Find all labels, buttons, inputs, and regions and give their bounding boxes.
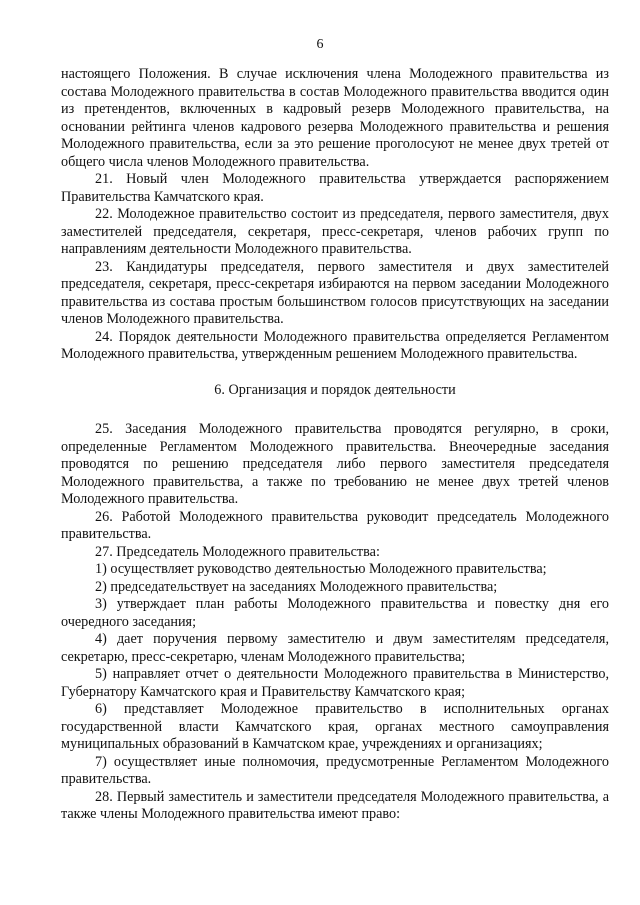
list-item-1: 1) осуществляет руководство деятельностью Молодежного правительства; <box>95 561 547 577</box>
paragraph-continuation: настоящего Положения. В случае исключения члена Молодежного правительства из состава Молодежного правительства в состав Молодежного правительства вводится один из претендентов, включенных в кадровый резерв Молодежного правительства, на основании рейтинга членов кадрового резерва Молодежного правительства и решения Молодежного правительства, если за это решение проголосуют не менее двух третей от общего числа членов Молодежного правительства. <box>61 66 609 170</box>
list-item-7: 7) осуществляет иные полномочия, предусмотренные Регламентом Молодежного правительства. <box>61 753 609 787</box>
list-item-6: 6) представляет Молодежное правительство в исполнительных органах государственной власти Камчатского края, органах местного самоуправления муниципальных образований в Камчатском крае, учреждениях и организациях; <box>61 701 609 752</box>
document-body <box>61 66 609 824</box>
paragraph-28: 28. Первый заместитель и заместители председателя Молодежного правительства, а также члены Молодежного правительства имеют право: <box>61 788 609 822</box>
paragraph-26: 26. Работой Молодежного правительства руководит председатель Молодежного правительства. <box>61 508 609 542</box>
paragraph-25: 25. Заседания Молодежного правительства проводятся регулярно, в сроки, определенные Регламентом Молодежного правительства. Внеочередные заседания проводятся по решению председателя либо первого заместителя председателя Молодежного правительства, а также по требованию не менее двух третей членов Молодежного правительства. <box>61 421 609 507</box>
paragraph-21: 21. Новый член Молодежного правительства утверждается распоряжением Правительства Камчатского края. <box>61 171 609 205</box>
list-item-3: 3) утверждает план работы Молодежного правительства и повестку дня его очередного заседания; <box>61 596 609 630</box>
paragraph-27: 27. Председатель Молодежного правительства: <box>95 543 380 560</box>
paragraph-23: 23. Кандидатуры председателя, первого заместителя и двух заместителей председателя, секретаря, пресс-секретаря избираются на первом заседании Молодежного правительства из состава простым большинством голосов присутствующих на заседании членов Молодежного правительства. <box>61 258 609 327</box>
list-item-4: 4) дает поручения первому заместителю и двум заместителям председателя, секретарю, пресс-секретарю, членам Молодежного правительства; <box>61 631 609 665</box>
section-heading: 6. Организация и порядок деятельности <box>214 381 456 398</box>
paragraph-22: 22. Молодежное правительство состоит из председателя, первого заместителя, двух заместителей председателя, секретаря, пресс-секретаря, членов рабочих групп по направлениям деятельности Молодежного правительства. <box>61 206 609 257</box>
list-item-5: 5) направляет отчет о деятельности Молодежного правительства в Министерство, Губернатору Камчатского края и Правительству Камчатского края; <box>61 666 609 700</box>
paragraph-24: 24. Порядок деятельности Молодежного правительства определяется Регламентом Молодежного правительства, утвержденным решением Молодежного правительства. <box>61 328 609 362</box>
page-number: 6 <box>316 37 324 52</box>
list-item-2: 2) председательствует на заседаниях Молодежного правительства; <box>95 578 498 595</box>
